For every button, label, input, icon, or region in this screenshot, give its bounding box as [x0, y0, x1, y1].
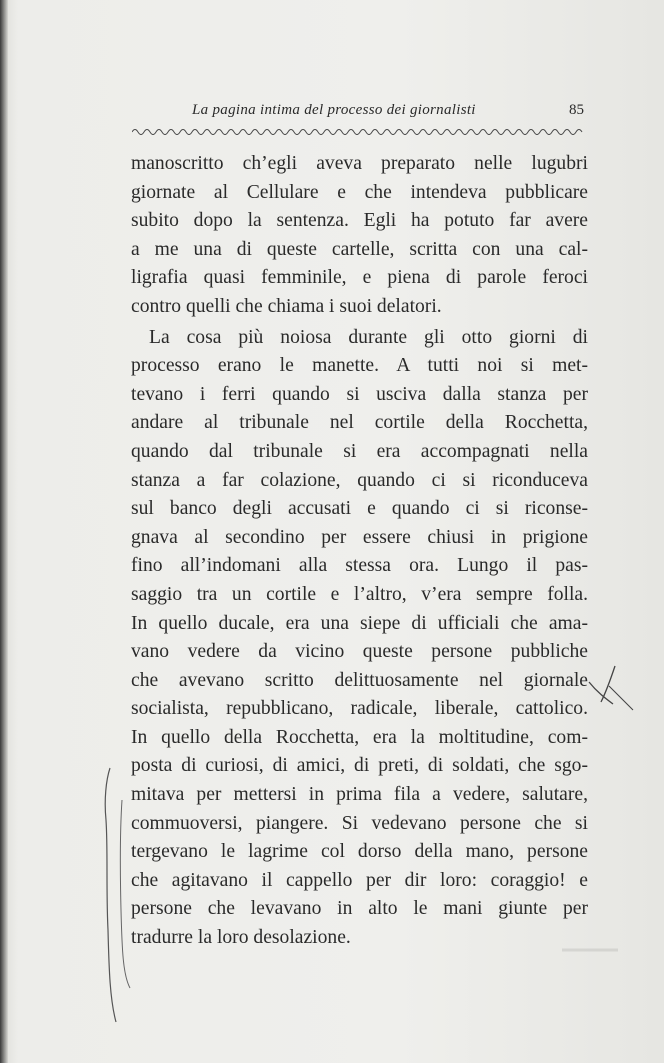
- text-line: ligrafia quasi femminile, e piena di parole feroci: [131, 267, 588, 289]
- text-line: che avevano scritto delittuosamente nel giornale: [131, 669, 588, 691]
- text-line: mitava per mettersi in prima fila a vedere, salutare,: [131, 784, 588, 806]
- text-line: La cosa più noiosa durante gli otto giorni di: [149, 326, 588, 348]
- text-line: quando dal tribunale si era accompagnati nella: [131, 440, 588, 462]
- page-number: 85: [569, 102, 584, 118]
- show-through-text: [560, 940, 620, 958]
- text-line: socialista, repubblicano, radicale, liberale, cattolico.: [131, 698, 588, 720]
- text-line: In quello della Rocchetta, era la moltitudine, com-: [131, 726, 588, 748]
- text-line: tevano i ferri quando si usciva dalla stanza per: [131, 383, 588, 405]
- text-line: stanza a far colazione, quando ci si riconduceva: [131, 469, 588, 491]
- running-title: La pagina intima del processo dei giornalisti: [192, 102, 476, 118]
- text-line: tergevano le lagrime col dorso della mano, persone: [131, 841, 588, 863]
- text-line: In quello ducale, era una siepe di ufficiali che ama-: [131, 612, 588, 634]
- text-line: posta di curiosi, di amici, di preti, di soldati, che sgo-: [131, 755, 588, 777]
- text-line: fino all’indomani alla stessa ora. Lungo il pas-: [131, 555, 588, 577]
- book-spine-edge: [0, 0, 8, 1063]
- text-line: processo erano le manette. A tutti noi si met-: [131, 355, 588, 377]
- running-header: [132, 100, 586, 128]
- text-line: a me una di queste cartelle, scritta con una cal-: [131, 238, 588, 260]
- text-line: sul banco degli accusati e quando ci si riconse-: [131, 498, 588, 520]
- text-line: andare al tribunale nel cortile della Rocchetta,: [131, 412, 588, 434]
- body-text: [131, 150, 588, 953]
- handwritten-margin-bracket: [96, 760, 146, 1030]
- text-line: gnava al secondino per essere chiusi in prigione: [131, 526, 588, 548]
- handwritten-x-mark: [585, 664, 635, 712]
- text-line: giornate al Cellulare e che intendeva pubblicare: [131, 181, 588, 203]
- text-line: che agitavano il cappello per dir loro: coraggio! e: [131, 869, 588, 891]
- text-line: manoscritto ch’egli aveva preparato nelle lugubri: [131, 153, 588, 174]
- text-line: vano vedere da vicino queste persone pubbliche: [131, 641, 588, 663]
- text-line: persone che levavano in alto le mani giunte per: [131, 898, 588, 920]
- text-line: tradurre la loro desolazione.: [131, 927, 351, 949]
- text-line: commuoversi, piangere. Si vedevano persone che si: [131, 812, 588, 834]
- text-line: saggio tra un cortile e l’altro, v’era sempre folla.: [131, 583, 588, 605]
- text-line: subito dopo la sentenza. Egli ha potuto far avere: [131, 210, 588, 232]
- text-line: contro quelli che chiama i suoi delatori.: [131, 295, 442, 317]
- wavy-rule-ornament: [132, 127, 584, 137]
